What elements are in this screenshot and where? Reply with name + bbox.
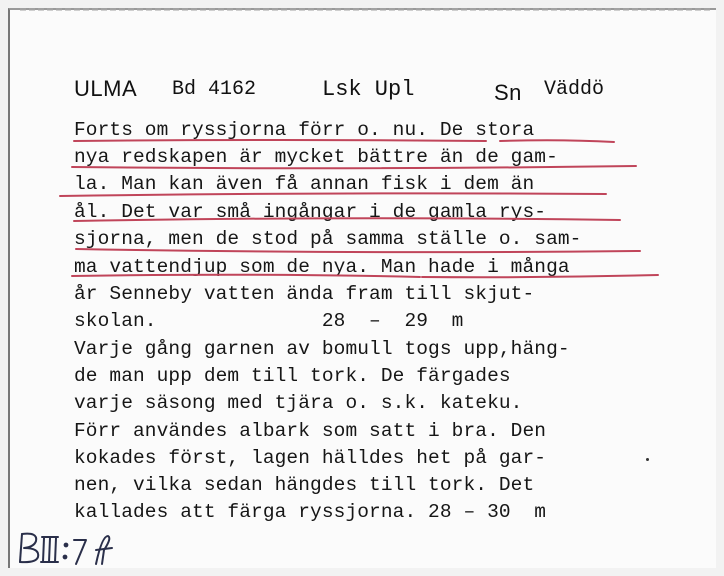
- text-line: ma vattendjup som de nya. Man hade i många: [74, 256, 570, 278]
- text-line: kokades först, lagen hälldes het på gar-: [74, 447, 547, 469]
- text-line: Forts om ryssjorna förr o. nu. De stora: [74, 119, 535, 141]
- text-line: varje säsong med tjära o. s.k. kateku.: [74, 392, 523, 414]
- text-line: ål. Det var små ingångar i de gamla rys-: [74, 201, 547, 223]
- text-line: de man upp dem till tork. De färgades: [74, 365, 511, 387]
- text-line: la. Man kan även få annan fisk i dem än: [74, 173, 535, 195]
- card-top-edge: [20, 8, 710, 11]
- text-line: Varje gång garnen av bomull togs upp,häng-: [74, 338, 570, 360]
- signum-handwriting: [16, 528, 126, 568]
- text-line: skolan. 28 – 29 m: [74, 310, 464, 332]
- text-line: nya redskapen är mycket bättre än de gam-: [74, 146, 558, 168]
- card-header: [0, 76, 724, 106]
- ink-dot: [646, 458, 649, 461]
- volume-label: Bd 4162: [172, 78, 257, 101]
- text-line: nen, vilka sedan hängdes till tork. Det: [74, 474, 535, 496]
- handwritten-signum: [16, 528, 126, 576]
- socken-label: Väddö: [544, 78, 605, 101]
- text-line: sjorna, men de stod på samma ställe o. sam-: [74, 228, 582, 250]
- landskap-label: Lsk Upl: [322, 77, 415, 102]
- archive-label: ULMA: [74, 76, 138, 101]
- text-line: år Senneby vatten ända fram till skjut-: [74, 283, 535, 305]
- socken-prefix: Sn: [494, 80, 522, 105]
- text-line: kallades att färga ryssjorna. 28 – 30 m: [74, 501, 547, 523]
- text-line: Förr användes albark som satt i bra. Den: [74, 420, 547, 442]
